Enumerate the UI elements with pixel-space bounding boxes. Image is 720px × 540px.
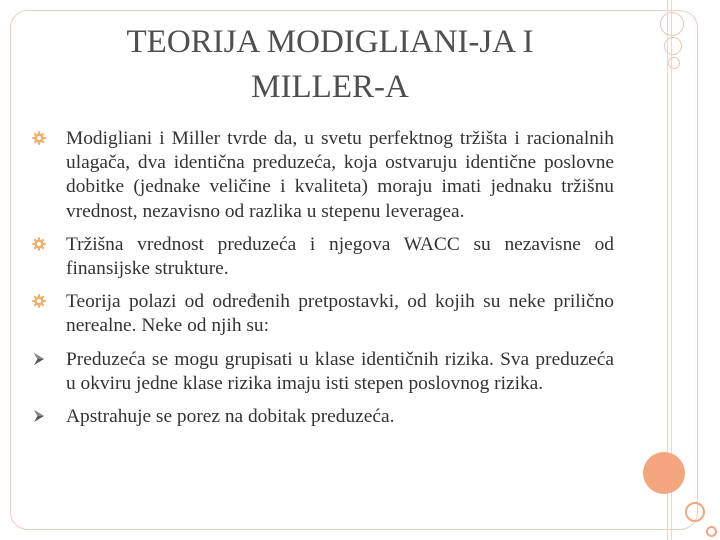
gear-bullet-icon xyxy=(32,131,46,145)
item-text: Preduzeća se mogu grupisati u klase identičnih rizika. Sva preduzeća u okviru jedne klase rizika imaju isti stepen poslovnog rizika. xyxy=(66,348,614,394)
list-item xyxy=(30,127,614,224)
decor-ring-bottom-small xyxy=(706,526,717,537)
item-text: Modigliani i Miller tvrde da, u svetu perfektnog tržišta i racionalnih ulagača, dva identična preduzeća, koja ostvaruju identične poslovne dobitke (jednake veličine i kvaliteta) moraju imati jednaku tržišnu vrednost, nezavisno od razlika u stepenu leveragea. xyxy=(66,128,614,222)
arrow-bullet-icon xyxy=(32,409,46,423)
list-item xyxy=(30,405,614,429)
list-item xyxy=(30,233,614,281)
arrow-bullet-icon xyxy=(32,352,46,366)
decor-ring-top-small xyxy=(668,57,680,69)
list-item xyxy=(30,290,614,338)
gear-bullet-icon xyxy=(32,237,46,251)
item-text: Tržišna vrednost preduzeća i njegova WACC su nezavisne od finansijske strukture. xyxy=(66,233,614,280)
decor-ring-top-large xyxy=(660,12,684,36)
gear-bullet-icon xyxy=(32,294,46,308)
item-text: Apstrahuje se porez na dobitak preduzeća. xyxy=(66,406,395,428)
bullet-list xyxy=(30,127,614,429)
decor-circle-filled xyxy=(643,452,685,494)
slide-title xyxy=(40,20,620,110)
title-line-1: TEORIJA MODIGLIANI-JA I xyxy=(126,24,534,60)
list-item xyxy=(30,348,614,396)
item-text: Teorija polazi od određenih pretpostavki, od kojih su neke prilično nerealne. Neke od njih su: xyxy=(66,291,614,337)
decor-ring-top-medium xyxy=(664,37,682,55)
decor-ring-bottom-medium xyxy=(685,502,705,522)
title-line-2: MILLER-A xyxy=(251,69,409,105)
